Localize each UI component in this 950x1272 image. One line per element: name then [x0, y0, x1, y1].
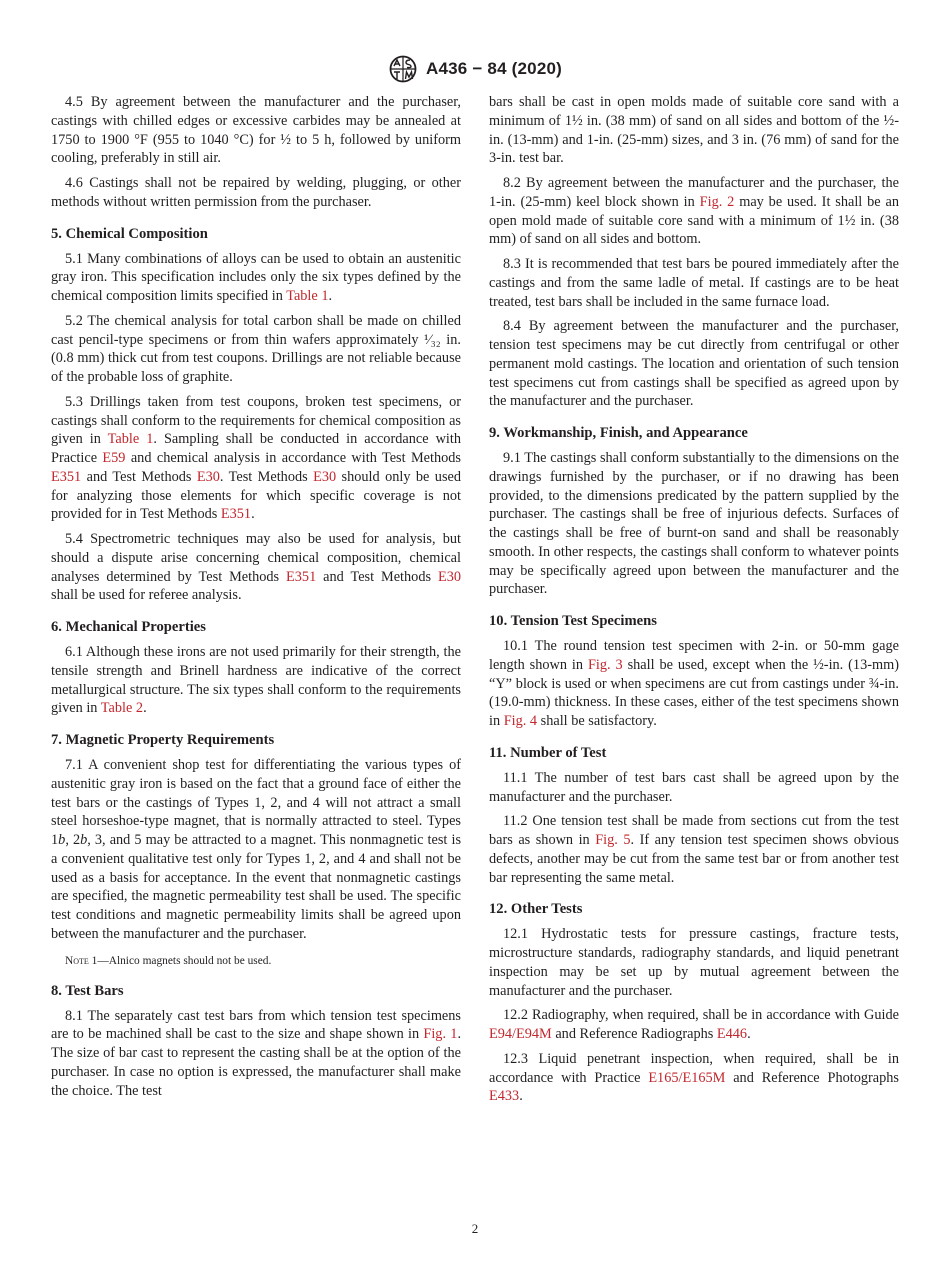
- astm-logo-icon: [388, 55, 418, 83]
- paragraph-5-3: 5.3 Drillings taken from test coupons, broken test specimens, or castings shall conform to the requirements for chemical composition as given in Table 1. Sampling shall be conducted in accordance with Practice E59 and chemical analysis in accordance with Test Methods E351 and Test Methods E30. Test Methods E30 should only be used for analyzing those elements for which specific coverage is not provided for in Test Methods E351.: [51, 393, 461, 523]
- paragraph-11-2: 11.2 One tension test shall be made from sections cut from the test bars as shown in Fig. 5. If any tension test specimen shows obvious defects, another may be cut from the same test bar or from another test bar representing the same metal.: [489, 813, 899, 886]
- e30-link[interactable]: E30: [196, 468, 220, 485]
- section-heading-9: 9. Workmanship, Finish, and Appearance: [489, 425, 748, 441]
- section-heading-11: 11. Number of Test: [489, 744, 607, 761]
- section-heading-12: 12. Other Tests: [489, 901, 583, 918]
- paragraph-12-3: 12.3 Liquid penetrant inspection, when required, shall be in accordance with Practice E165/E165M and Reference Photographs E433.: [489, 1050, 899, 1105]
- paragraph-8-1: 8.1 The separately cast test bars from which tension test specimens are to be machined shall be cast to the size and shape shown in Fig. 1. The size of bar cast to represent the casting shall be at the option of the purchaser. In case no option is expressed, the manufacturer shall make the choice. The test: [51, 1007, 462, 1099]
- section-heading-6: 6. Mechanical Properties: [51, 619, 206, 635]
- left-column: [51, 93, 461, 1106]
- paragraph-7-1: 7.1 A convenient shop test for differentiating the various types of austenitic gray iron is based on the fact that a ground face of either the test bars or the castings of Types 1, 2, and 4 will not attract a small steel horseshoe-type magnet, that is normally attracted to steel. Types 1b, 2b, 3, and 5 may be attracted to a magnet. This nonmagnetic test is a convenient qualitative test only for Types 1, 2, and 4 and shall not be used as a basis for acceptance. In the event that nonmagnetic castings are specified, the magnetic permeability test shall be used. The specific test conditions and magnetic permeability limits shall be agreed upon between the manufacturer and the purchaser.: [51, 757, 462, 942]
- e433-link[interactable]: E433: [489, 1088, 520, 1105]
- page-number: 2: [471, 1221, 479, 1236]
- fig-3-link[interactable]: Fig. 3: [587, 656, 623, 673]
- fig-4-link[interactable]: Fig. 4: [503, 713, 538, 729]
- table-2-link[interactable]: Table 2: [100, 700, 144, 717]
- section-heading-8: 8. Test Bars: [51, 982, 124, 999]
- document-designation: A436 − 84 (2020): [426, 59, 562, 78]
- section-heading-7: 7. Magnetic Property Requirements: [51, 732, 275, 748]
- fig-5-link[interactable]: Fig. 5: [595, 832, 631, 848]
- section-heading-10: 10. Tension Test Specimens: [489, 613, 657, 629]
- e351-link[interactable]: E351: [286, 568, 317, 585]
- paragraph-12-1: 12.1 Hydrostatic tests for pressure castings, fracture tests, microstructure standards, radiography standards, and liquid penetrant inspection may be set up by mutual agreement between the manufacturer and the purchaser.: [489, 926, 899, 999]
- section-heading-5: 5. Chemical Composition: [51, 225, 208, 242]
- fig-1-link[interactable]: Fig. 1: [423, 1026, 458, 1043]
- e351-link[interactable]: E351: [220, 506, 252, 523]
- e446-link[interactable]: E446: [716, 1026, 748, 1042]
- paragraph-8-2: 8.2 By agreement between the manufacturer and the purchaser, the 1-in. (25-mm) keel block shown in Fig. 2 may be used. It shall be an open mold made of suitable core sand with a minimum of 1½ in. (38 mm) of sand on all sides and bottom.: [489, 175, 899, 248]
- paragraph-8-3: 8.3 It is recommended that test bars be poured immediately after the castings and from the same ladle of metal. If castings are to be heat treated, test bars shall be included in the same furnace load.: [489, 256, 899, 310]
- paragraph-8-1-continued: bars shall be cast in open molds made of suitable core sand with a minimum of 1½ in. (38 mm) of sand on all sides and bottom of the ½-in. (13-mm) and 1-in. (25-mm) sizes, and 3 in. (76 mm) of sand for the 3-in. test bar.: [489, 94, 899, 167]
- paragraph-8-4: 8.4 By agreement between the manufacturer and the purchaser, tension test specimens may be cut directly from centrifugal or other permanent mold castings. The location and orientation of such tension test specimens cut from castings shall be specified as agreed upon by the manufacturer and the purchaser.: [489, 318, 899, 410]
- paragraph-6-1: 6.1 Although these irons are not used primarily for their strength, the tensile strength and Brinell hardness are indicative of the correct metallurgical structure. The six types shall conform to the requirements given in Table 2.: [51, 644, 461, 717]
- e59-link[interactable]: E59: [102, 450, 126, 466]
- paragraph-5-4: 5.4 Spectrometric techniques may also be used for analysis, but should a dispute arise concerning chemical composition, chemical analyses determined by Test Methods E351 and Test Methods E30 shall be used for referee analysis.: [51, 531, 461, 604]
- paragraph-12-2: 12.2 Radiography, when required, shall be in accordance with Guide E94/E94M and Reference Radiographs E446.: [489, 1007, 899, 1042]
- e94-link[interactable]: E94/E94M: [489, 1026, 552, 1042]
- e30-link[interactable]: E30: [437, 568, 461, 585]
- right-column: [489, 93, 899, 1112]
- e351-link[interactable]: E351: [51, 468, 82, 485]
- e165-link[interactable]: E165/E165M: [648, 1069, 726, 1086]
- table-1-link[interactable]: Table 1: [286, 288, 329, 304]
- e30-link[interactable]: E30: [313, 468, 337, 485]
- paragraph-5-2: 5.2 The chemical analysis for total carbon shall be made on chilled cast pencil-type specimens or from thin wafers approximately ¹⁄₃₂ in. (0.8 mm) thick cut from test coupons. Drillings are not reliable because of the probable loss of graphite.: [51, 312, 461, 385]
- note-1: Note 1—Alnico magnets should not be used.: [65, 954, 272, 967]
- paragraph-9-1: 9.1 The castings shall conform substantially to the dimensions on the drawings furnished by the purchaser, or if no drawing has been provided, to the dimensions predicated by the pattern supplied by the purchaser. The castings shall be free of injurious defects. Surfaces of the castings shall be free of burnt-on sand and shall be reasonably smooth. In other respects, the castings shall conform to whatever points may be specifically agreed upon between the manufacturer and the purchaser.: [489, 450, 899, 598]
- paragraph-4-5: 4.5 By agreement between the manufacturer and the purchaser, castings with chilled edges or excessive carbides may be annealed at 1750 to 1900 °F (955 to 1040 °C) for ½ to 5 h, followed by uniform cooling, preferably in still air.: [51, 94, 461, 167]
- paragraph-5-1: 5.1 Many combinations of alloys can be used to obtain an austenitic gray iron. This specification includes only the six types defined by the chemical composition limits specified in Table 1.: [51, 250, 461, 304]
- paragraph-11-1: 11.1 The number of test bars cast shall be agreed upon by the manufacturer and the purchaser.: [489, 769, 899, 805]
- table-1-link[interactable]: Table 1: [107, 431, 154, 448]
- paragraph-10-1: 10.1 The round tension test specimen with 2-in. or 50-mm gage length shown in Fig. 3 shall be used, except when the ½-in. (13-mm) “Y” block is used or when specimens are cut from castings under ¾-in. (19.0-mm) thickness. In these cases, either of the test specimens shown in Fig. 4 shall be satisfactory.: [489, 638, 899, 729]
- fig-2-link[interactable]: Fig. 2: [699, 193, 735, 210]
- page-header: [0, 54, 950, 84]
- paragraph-4-6: 4.6 Castings shall not be repaired by welding, plugging, or other methods without written permission from the purchaser.: [51, 175, 461, 210]
